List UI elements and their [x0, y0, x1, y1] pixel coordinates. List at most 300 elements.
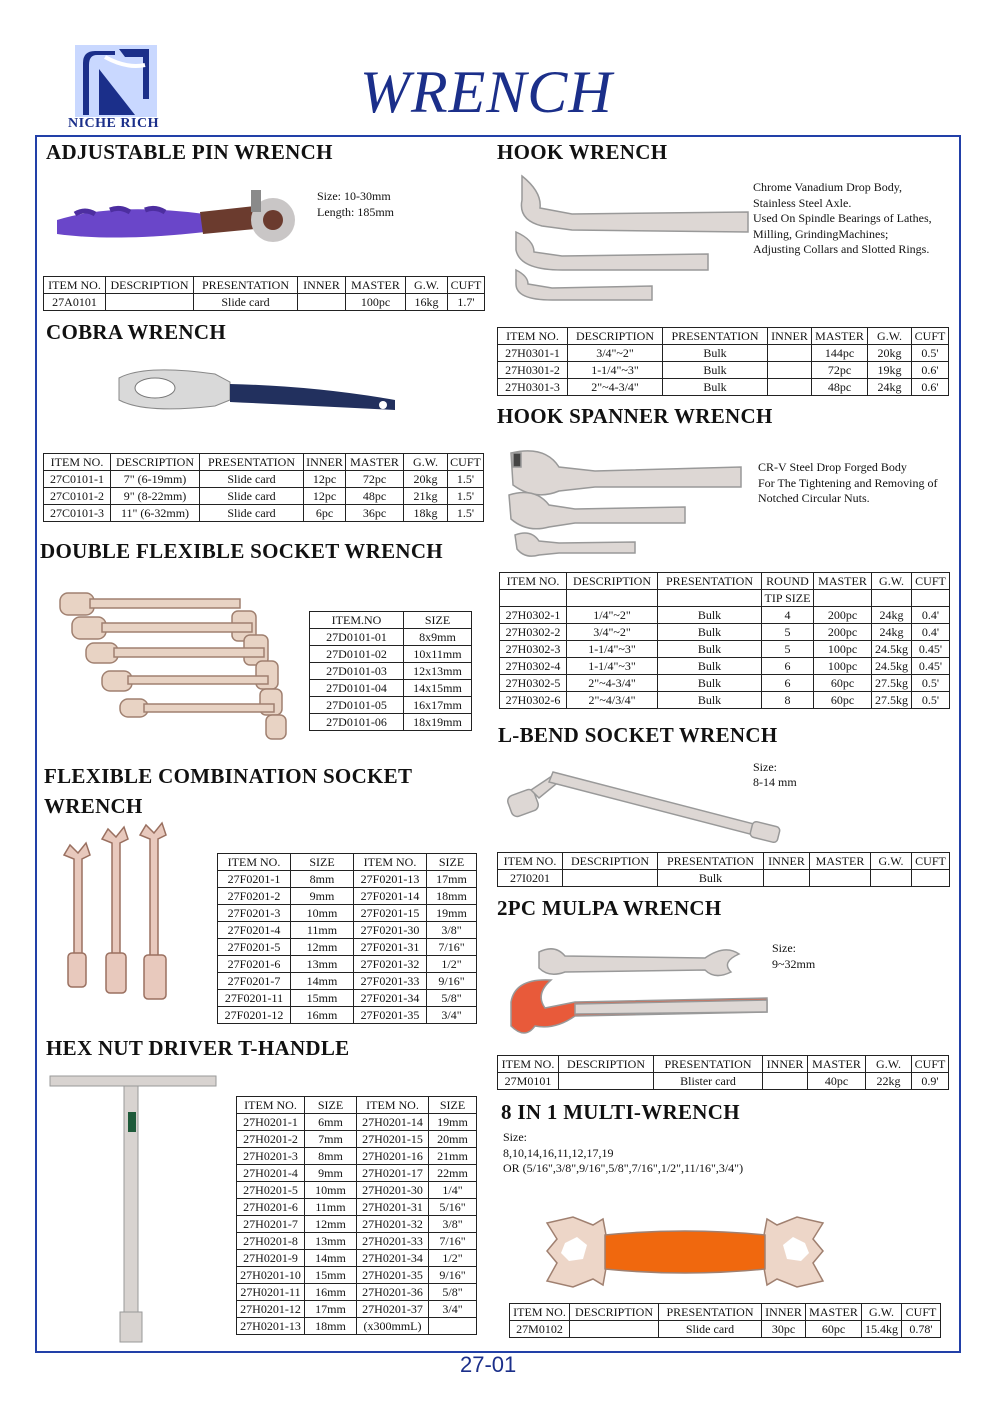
cell: Bulk: [663, 362, 768, 379]
cell: 1-1/4"~3": [568, 362, 663, 379]
cell: 17mm: [427, 871, 477, 888]
hook-note-1: Chrome Vanadium Drop Body,: [753, 180, 902, 194]
cell: 48pc: [346, 488, 404, 505]
multi-table: [509, 1303, 941, 1338]
cell: 27D0101-01: [310, 629, 404, 646]
double-flex-title: DOUBLE FLEXIBLE SOCKET WRENCH: [40, 539, 443, 563]
cell: Bulk: [658, 675, 762, 692]
cell: 5: [762, 624, 814, 641]
cell: 27H0201-10: [237, 1267, 305, 1284]
cell: Bulk: [663, 345, 768, 362]
cell: 4: [762, 607, 814, 624]
header-cell: ITEM NO.: [44, 277, 106, 294]
header-cell: G.W.: [406, 277, 448, 294]
cell: 27M0101: [498, 1073, 559, 1090]
cell: 27F0201-12: [218, 1007, 291, 1024]
cell: 12pc: [304, 471, 346, 488]
cell: 27H0201-14: [357, 1114, 429, 1131]
cell: 14mm: [305, 1250, 357, 1267]
cell: 27H0302-5: [500, 675, 567, 692]
cell: 27F0201-7: [218, 973, 291, 990]
cell: 24.5kg: [872, 641, 912, 658]
cell: [768, 379, 812, 396]
header-cell: DESCRIPTION: [570, 1304, 659, 1321]
cell: (x300mmL): [357, 1318, 429, 1335]
table-header-row: [498, 1056, 949, 1073]
cell: 0.6': [912, 362, 949, 379]
cell: 27F0201-30: [354, 922, 427, 939]
cell: Slide card: [659, 1321, 762, 1338]
header-cell: PRESENTATION: [194, 277, 298, 294]
cell: 27H0201-4: [237, 1165, 305, 1182]
adjustable-pin-wrench-image: [55, 188, 305, 258]
cell: 27H0302-3: [500, 641, 567, 658]
cell: 0.5': [912, 692, 950, 709]
header-cell: DESCRIPTION: [106, 277, 194, 294]
table-row: [44, 294, 485, 311]
cell: 27H0302-6: [500, 692, 567, 709]
brand-name: NICHE RICH: [68, 116, 159, 131]
cell: 100pc: [814, 641, 872, 658]
cell: 12mm: [291, 939, 354, 956]
multi-note-1: Size:: [503, 1130, 527, 1144]
cell: 27H0201-3: [237, 1148, 305, 1165]
cell: 27H0201-31: [357, 1199, 429, 1216]
double-flex-table: [309, 611, 472, 731]
cell: 16kg: [406, 294, 448, 311]
cell: 6pc: [304, 505, 346, 522]
table-row: [237, 1199, 477, 1216]
header-cell: PRESENTATION: [200, 454, 304, 471]
cell: [768, 345, 812, 362]
cell: 27H0201-17: [357, 1165, 429, 1182]
header-cell: [814, 590, 872, 607]
table-row: [500, 658, 950, 675]
cell: 27A0101: [44, 294, 106, 311]
cell: 27M0102: [510, 1321, 570, 1338]
cell: 7mm: [305, 1131, 357, 1148]
hook-note-5: Adjusting Collars and Slotted Rings.: [753, 242, 930, 256]
cell: 27H0201-13: [237, 1318, 305, 1335]
cell: 27H0201-2: [237, 1131, 305, 1148]
header-cell: [912, 590, 950, 607]
mulpa-note-2: 9~32mm: [772, 957, 816, 971]
cell: 27H0201-7: [237, 1216, 305, 1233]
table-row: [237, 1148, 477, 1165]
adjustable-pin-note-1: Size: 10-30mm: [317, 189, 391, 203]
cell: 9/16": [427, 973, 477, 990]
table-row: [500, 607, 950, 624]
cell: 20kg: [868, 345, 912, 362]
cell: 15mm: [291, 990, 354, 1007]
table-header-row: [498, 853, 950, 870]
header-cell: [872, 590, 912, 607]
cell: Slide card: [200, 505, 304, 522]
cell: 1.7': [448, 294, 485, 311]
cell: 1.5': [448, 505, 484, 522]
hex-nut-driver-image: [48, 1072, 218, 1344]
table-row: [44, 505, 484, 522]
header-cell: INNER: [304, 454, 346, 471]
header-cell: [567, 590, 658, 607]
table-row: [310, 663, 472, 680]
cell: 0.45': [912, 658, 950, 675]
table-row: [498, 870, 950, 887]
cell: 0.78': [902, 1321, 941, 1338]
cell: 19mm: [427, 905, 477, 922]
header-cell: INNER: [763, 1056, 808, 1073]
header-cell: CUFT: [912, 573, 950, 590]
cell: 36pc: [346, 505, 404, 522]
cell: [763, 1073, 808, 1090]
cell: Bulk: [663, 379, 768, 396]
logo-mark: [75, 45, 157, 117]
flex-combo-socket-image: [60, 825, 185, 1015]
header-cell: DESCRIPTION: [563, 853, 658, 870]
table-row: [310, 714, 472, 731]
hook-spanner-image: [505, 445, 745, 560]
cell: 3/4"~2": [568, 345, 663, 362]
cell: 11mm: [305, 1199, 357, 1216]
table-row: [218, 990, 477, 1007]
hook-spanner-note-1: CR-V Steel Drop Forged Body: [758, 460, 907, 474]
cell: 16mm: [291, 1007, 354, 1024]
header-cell: PRESENTATION: [658, 853, 764, 870]
cell: 27F0201-32: [354, 956, 427, 973]
cell: 27H0201-1: [237, 1114, 305, 1131]
cell: 21mm: [429, 1148, 477, 1165]
cell: 9mm: [305, 1165, 357, 1182]
cell: 27H0302-2: [500, 624, 567, 641]
cell: 27H0201-32: [357, 1216, 429, 1233]
table-row: [500, 641, 950, 658]
lbend-socket-image: [505, 760, 785, 845]
cell: 1-1/4"~3": [567, 641, 658, 658]
table-row: [44, 471, 484, 488]
cell: 27H0201-12: [237, 1301, 305, 1318]
cell: 200pc: [814, 607, 872, 624]
header-cell: MASTER: [812, 328, 868, 345]
cell: 27F0201-13: [354, 871, 427, 888]
hook-spanner-table: [499, 572, 950, 709]
cell: 27F0201-11: [218, 990, 291, 1007]
cell: 1/4": [429, 1182, 477, 1199]
cell: 1/2": [429, 1250, 477, 1267]
cell: 60pc: [806, 1321, 862, 1338]
hook-title: HOOK WRENCH: [497, 140, 668, 164]
table-row: [218, 1007, 477, 1024]
cell: 27.5kg: [872, 675, 912, 692]
cell: 20kg: [404, 471, 448, 488]
hook-spanner-note-2: For The Tightening and Removing of: [758, 476, 938, 490]
cell: 27H0301-3: [498, 379, 568, 396]
header-cell: CUFT: [912, 853, 950, 870]
table-row: [510, 1321, 941, 1338]
cell: 10x11mm: [404, 646, 472, 663]
lbend-note-2: 8-14 mm: [753, 775, 797, 789]
header-cell: MASTER: [346, 454, 404, 471]
header-cell: ROUND: [762, 573, 814, 590]
cell: 3/4"~2": [567, 624, 658, 641]
multi-note-3: OR (5/16",3/8",9/16",5/8",7/16",1/2",11/16",3/4"): [503, 1161, 744, 1175]
table-row: [218, 905, 477, 922]
table-row: [237, 1131, 477, 1148]
cell: 27F0201-31: [354, 939, 427, 956]
header-cell: DESCRIPTION: [568, 328, 663, 345]
header-cell: [658, 590, 762, 607]
hook-note-3: Used On Spindle Bearings of Lathes,: [753, 211, 932, 225]
cell: 0.6': [912, 379, 949, 396]
cell: [559, 1073, 654, 1090]
table-subheader-row: [500, 590, 950, 607]
cell: 10mm: [305, 1182, 357, 1199]
cell: 27H0201-11: [237, 1284, 305, 1301]
table-header-row: [498, 328, 949, 345]
cell: 27F0201-35: [354, 1007, 427, 1024]
cell: 18kg: [404, 505, 448, 522]
cell: 16mm: [305, 1284, 357, 1301]
cell: 18mm: [427, 888, 477, 905]
cell: 200pc: [814, 624, 872, 641]
cell: 14x15mm: [404, 680, 472, 697]
table-header-row: [44, 277, 485, 294]
cell: 27H0201-36: [357, 1284, 429, 1301]
cell: 1.5': [448, 488, 484, 505]
cell: 27D0101-06: [310, 714, 404, 731]
lbend-table: [497, 852, 950, 887]
header-cell: TIP SIZE: [762, 590, 814, 607]
header-cell: INNER: [298, 277, 346, 294]
cell: 9mm: [291, 888, 354, 905]
header-cell: ITEM NO.: [357, 1097, 429, 1114]
cell: 6: [762, 675, 814, 692]
cell: 22mm: [429, 1165, 477, 1182]
table-row: [237, 1267, 477, 1284]
mulpa-note-1: Size:: [772, 941, 796, 955]
hex-nut-table: [236, 1096, 477, 1335]
cell: 6mm: [305, 1114, 357, 1131]
cell: [298, 294, 346, 311]
hook-table: [497, 327, 949, 396]
table-row: [218, 939, 477, 956]
cell: Bulk: [658, 658, 762, 675]
header-cell: ITEM NO.: [498, 853, 563, 870]
cell: Slide card: [194, 294, 298, 311]
header-cell: PRESENTATION: [659, 1304, 762, 1321]
header-cell: SIZE: [427, 854, 477, 871]
cell: 27H0201-34: [357, 1250, 429, 1267]
cell: 5/16": [429, 1199, 477, 1216]
header-cell: ITEM NO.: [510, 1304, 570, 1321]
cell: 22kg: [866, 1073, 912, 1090]
hook-wrench-image: [512, 172, 752, 312]
header-cell: INNER: [764, 853, 810, 870]
cell: 27F0201-5: [218, 939, 291, 956]
header-cell: ITEM NO.: [237, 1097, 305, 1114]
table-row: [237, 1182, 477, 1199]
header-cell: G.W.: [868, 328, 912, 345]
table-row: [498, 362, 949, 379]
cell: 27D0101-02: [310, 646, 404, 663]
cell: [764, 870, 810, 887]
table-row: [218, 922, 477, 939]
cell: 27D0101-05: [310, 697, 404, 714]
header-cell: SIZE: [429, 1097, 477, 1114]
table-row: [237, 1284, 477, 1301]
cell: 27H0201-33: [357, 1233, 429, 1250]
cell: 27F0201-2: [218, 888, 291, 905]
cell: 0.5': [912, 675, 950, 692]
table-row: [44, 488, 484, 505]
cell: 2"~4-3/4": [568, 379, 663, 396]
cell: 27I0201: [498, 870, 563, 887]
table-header-row: [237, 1097, 477, 1114]
flex-combo-table: [217, 853, 477, 1024]
cell: 5: [762, 641, 814, 658]
header-cell: G.W.: [866, 1056, 912, 1073]
header-cell: MASTER: [808, 1056, 866, 1073]
cell: 27H0201-37: [357, 1301, 429, 1318]
cell: 72pc: [346, 471, 404, 488]
cell: 24kg: [868, 379, 912, 396]
cell: 27.5kg: [872, 692, 912, 709]
header-cell: CUFT: [912, 1056, 949, 1073]
cell: 27H0201-8: [237, 1233, 305, 1250]
cobra-wrench-image: [115, 360, 405, 420]
cell: 6: [762, 658, 814, 675]
header-cell: MASTER: [810, 853, 871, 870]
cell: 3/8": [429, 1216, 477, 1233]
header-cell: PRESENTATION: [658, 573, 762, 590]
header-cell: MASTER: [806, 1304, 862, 1321]
cell: 9" (8-22mm): [111, 488, 200, 505]
table-row: [500, 692, 950, 709]
header-cell: ITEM NO.: [498, 328, 568, 345]
cell: 0.45': [912, 641, 950, 658]
double-flex-socket-image: [50, 585, 290, 750]
cell: 60pc: [814, 692, 872, 709]
table-row: [310, 646, 472, 663]
cell: 27C0101-3: [44, 505, 111, 522]
cell: 144pc: [812, 345, 868, 362]
mulpa-title: 2PC MULPA WRENCH: [497, 896, 722, 920]
cell: 27H0201-5: [237, 1182, 305, 1199]
header-cell: ITEM NO.: [218, 854, 291, 871]
cell: 15.4kg: [862, 1321, 902, 1338]
cell: 12mm: [305, 1216, 357, 1233]
cell: 27H0302-1: [500, 607, 567, 624]
cell: [912, 870, 950, 887]
header-cell: SIZE: [291, 854, 354, 871]
header-cell: PRESENTATION: [663, 328, 768, 345]
cell: 15mm: [305, 1267, 357, 1284]
cell: 27F0201-1: [218, 871, 291, 888]
header-cell: PRESENTATION: [654, 1056, 763, 1073]
table-row: [218, 888, 477, 905]
table-row: [310, 697, 472, 714]
cell: 27H0301-2: [498, 362, 568, 379]
cell: [563, 870, 658, 887]
header-cell: ITEM NO.: [354, 854, 427, 871]
header-cell: MASTER: [346, 277, 406, 294]
cell: 5/8": [429, 1284, 477, 1301]
cell: 8: [762, 692, 814, 709]
cell: [871, 870, 912, 887]
cell: 3/4": [427, 1007, 477, 1024]
table-row: [237, 1216, 477, 1233]
hook-note-2: Stainless Steel Axle.: [753, 196, 852, 210]
cell: 24kg: [872, 624, 912, 641]
header-cell: G.W.: [872, 573, 912, 590]
cell: 27H0201-6: [237, 1199, 305, 1216]
hex-nut-title: HEX NUT DRIVER T-HANDLE: [46, 1036, 350, 1060]
cell: 11mm: [291, 922, 354, 939]
table-row: [237, 1318, 477, 1335]
page-title: WRENCH: [360, 59, 613, 125]
header-cell: G.W.: [404, 454, 448, 471]
header-cell: INNER: [762, 1304, 806, 1321]
table-row: [218, 956, 477, 973]
table-header-row: [218, 854, 477, 871]
cell: 10mm: [291, 905, 354, 922]
cell: [810, 870, 871, 887]
header-cell: ITEM NO.: [44, 454, 111, 471]
header-cell: ITEM NO.: [498, 1056, 559, 1073]
cell: 12x13mm: [404, 663, 472, 680]
cell: [106, 294, 194, 311]
table-row: [500, 675, 950, 692]
cell: 21kg: [404, 488, 448, 505]
cell: 18x19mm: [404, 714, 472, 731]
cell: 27F0201-34: [354, 990, 427, 1007]
hook-spanner-note-3: Notched Circular Nuts.: [758, 491, 870, 505]
flex-combo-title: FLEXIBLE COMBINATION SOCKET WRENCH: [44, 764, 412, 818]
cell: 27H0201-35: [357, 1267, 429, 1284]
header-cell: G.W.: [862, 1304, 902, 1321]
mulpa-table: [497, 1055, 949, 1090]
header-cell: ITEM NO.: [500, 573, 567, 590]
cell: 3/4": [429, 1301, 477, 1318]
table-row: [498, 345, 949, 362]
cell: 19mm: [429, 1114, 477, 1131]
table-row: [237, 1250, 477, 1267]
header-cell: DESCRIPTION: [111, 454, 200, 471]
cobra-table: [43, 453, 484, 522]
header-cell: G.W.: [871, 853, 912, 870]
lbend-note-1: Size:: [753, 760, 777, 774]
cell: 30pc: [762, 1321, 806, 1338]
cell: 1-1/4"~3": [567, 658, 658, 675]
table-row: [218, 871, 477, 888]
table-row: [500, 624, 950, 641]
cell: Slide card: [200, 471, 304, 488]
cell: 24.5kg: [872, 658, 912, 675]
header-cell: DESCRIPTION: [567, 573, 658, 590]
cell: 27F0201-15: [354, 905, 427, 922]
cobra-title: COBRA WRENCH: [46, 320, 226, 344]
table-row: [237, 1301, 477, 1318]
hook-spanner-title: HOOK SPANNER WRENCH: [497, 404, 773, 428]
cell: 27H0201-9: [237, 1250, 305, 1267]
cell: 7" (6-19mm): [111, 471, 200, 488]
header-cell: CUFT: [912, 328, 949, 345]
adjustable-pin-table: [43, 276, 485, 311]
cell: 8mm: [305, 1148, 357, 1165]
cell: 7/16": [427, 939, 477, 956]
cell: 100pc: [814, 658, 872, 675]
header-cell: [500, 590, 567, 607]
cell: 100pc: [346, 294, 406, 311]
